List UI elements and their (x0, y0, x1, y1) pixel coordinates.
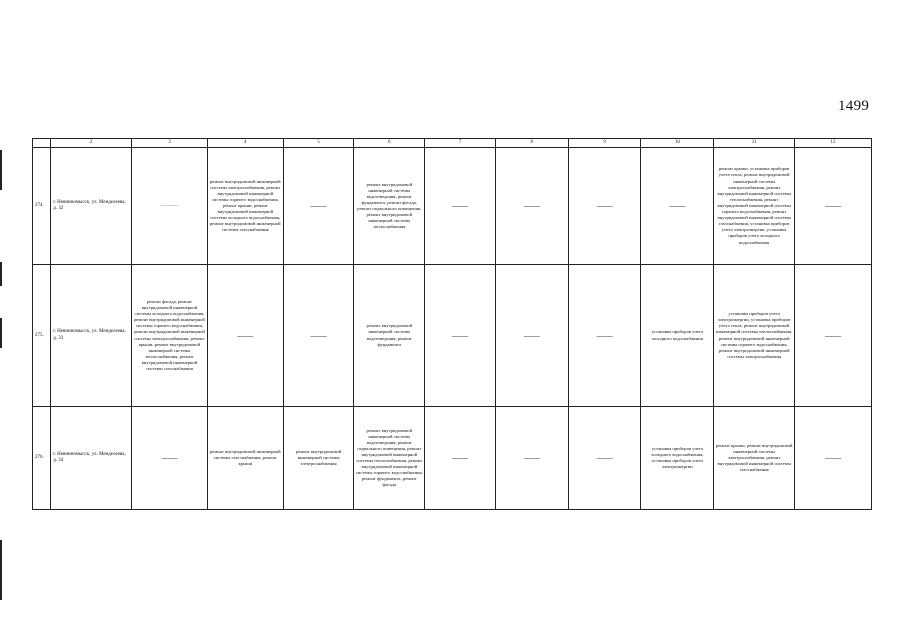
cell-col9: —— (568, 407, 641, 510)
row-number: 275. (33, 265, 51, 407)
cell-col10: установка приборов учета холодного водоснабжения (641, 265, 714, 407)
cell-col3: ремонт фасада, ремонт внутридомовой инженерной системы холодного водоснабжения, ремонт внутридомовой инженерной системы горячего водоснабжения, ремонт внутридомовой инженерной системы электроснабжения, ремонт крыши, ремонт внутридомовой инженерной системы теплоснабжения, ремонт внутридомовой инженерной системы газоснабжения (132, 265, 208, 407)
row-address: г. Невинномысск, ул. Менделеева, д. 33 (51, 265, 132, 407)
scan-edge-mark (0, 150, 2, 190)
cell-col9: —— (568, 265, 641, 407)
cell-col8: —— (495, 265, 568, 407)
cell-col6: ремонт внутридомовой инженерной системы водоотведения, ремонт подвального помещения, ремонт внутридомовой инженерной системы теплоснабжения, ремонт внутридомовой инженерной системы горячего водоснабжения, ремонт фундамента, ремонт фасада (354, 407, 425, 510)
cell-col4: ремонт внутридомовой инженерной системы газоснабжения, ремонт крыши (207, 407, 283, 510)
column-header: 2 (51, 139, 132, 148)
column-header: 8 (495, 139, 568, 148)
table-row (33, 148, 872, 265)
cell-col5: —— (283, 265, 354, 407)
cell-col11: ремонт крыши, установка приборов учета тепла, ремонт внутридомовой инженерной системы электроснабжения, ремонт внутридомовой инженерной системы теплоснабжения, ремонт внутридомовой инженерной системы горячего водоснабжения, ремонт внутридомовой инженерной системы газоснабжения, установка приборов учета электроэнергии, установка приборов учета холодного водоснабжения (714, 148, 795, 265)
row-number: 276. (33, 407, 51, 510)
cell-col12: —— (795, 148, 872, 265)
table-row (33, 407, 872, 510)
cell-col4: ремонт внутридомовой инженерной системы электроснабжения, ремонт внутридомовой инженерной системы горячего водоснабжения, ремонт крыши, ремонт внутридомовой инженерной системы холодного водоснабжения, ремонт внутридомовой инженерной системы газоснабжения (207, 148, 283, 265)
column-header (33, 139, 51, 148)
cell-col3: ——— (132, 148, 208, 265)
scan-edge-mark (0, 318, 2, 348)
cell-col5: —— (283, 148, 354, 265)
scan-edge-mark (0, 540, 2, 600)
column-header: 9 (568, 139, 641, 148)
cell-col11: установка приборов учета электроэнергии, установка приборов учета тепла, ремонт внутридомовой инженерной системы теплоснабжения, ремонт внутридомовой инженерной системы горячего водоснабжения, ремонт внутридомовой инженерной системы электроснабжения (714, 265, 795, 407)
cell-col6: ремонт внутридомовой инженерной системы водоотведения, ремонт фундамента (354, 265, 425, 407)
cell-col4: —— (207, 265, 283, 407)
cell-col10: установка приборов учета холодного водоснабжения, установка приборов учета электроэнергии (641, 407, 714, 510)
column-header: 10 (641, 139, 714, 148)
table-row (33, 265, 872, 407)
cell-col7: —— (425, 407, 496, 510)
housing-repair-table (32, 138, 872, 510)
scan-edge-mark (0, 262, 2, 286)
cell-col3: —— (132, 407, 208, 510)
row-number: 274. (33, 148, 51, 265)
page-number: 1499 (838, 98, 870, 114)
cell-col7: —— (425, 148, 496, 265)
cell-col9: —— (568, 148, 641, 265)
cell-col12: —— (795, 407, 872, 510)
row-address: г. Невинномысск, ул. Менделеева, д. 32 (51, 148, 132, 265)
column-number-row (33, 139, 872, 148)
cell-col5: ремонт внутридомовой инженерной системы электроснабжения (283, 407, 354, 510)
column-header: 12 (795, 139, 872, 148)
row-address: г. Невинномысск, ул. Менделеева, д. 34 (51, 407, 132, 510)
cell-col8: —— (495, 148, 568, 265)
column-header: 4 (207, 139, 283, 148)
cell-col10: —— (641, 148, 714, 265)
cell-col6: ремонт внутридомовой инженерной системы водоотведения, ремонт фундамента, ремонт фасада, ремонт подвального помещения, ремонт внутридомовой инженерной системы теплоснабжения (354, 148, 425, 265)
column-header: 3 (132, 139, 208, 148)
column-header: 5 (283, 139, 354, 148)
cell-col8: —— (495, 407, 568, 510)
column-header: 6 (354, 139, 425, 148)
cell-col7: —— (425, 265, 496, 407)
column-header: 11 (714, 139, 795, 148)
column-header: 7 (425, 139, 496, 148)
cell-col12: —— (795, 265, 872, 407)
cell-col11: ремонт крыши, ремонт внутридомовой инженерной системы электроснабжения, ремонт внутридомовой инженерной системы газоснабжения (714, 407, 795, 510)
